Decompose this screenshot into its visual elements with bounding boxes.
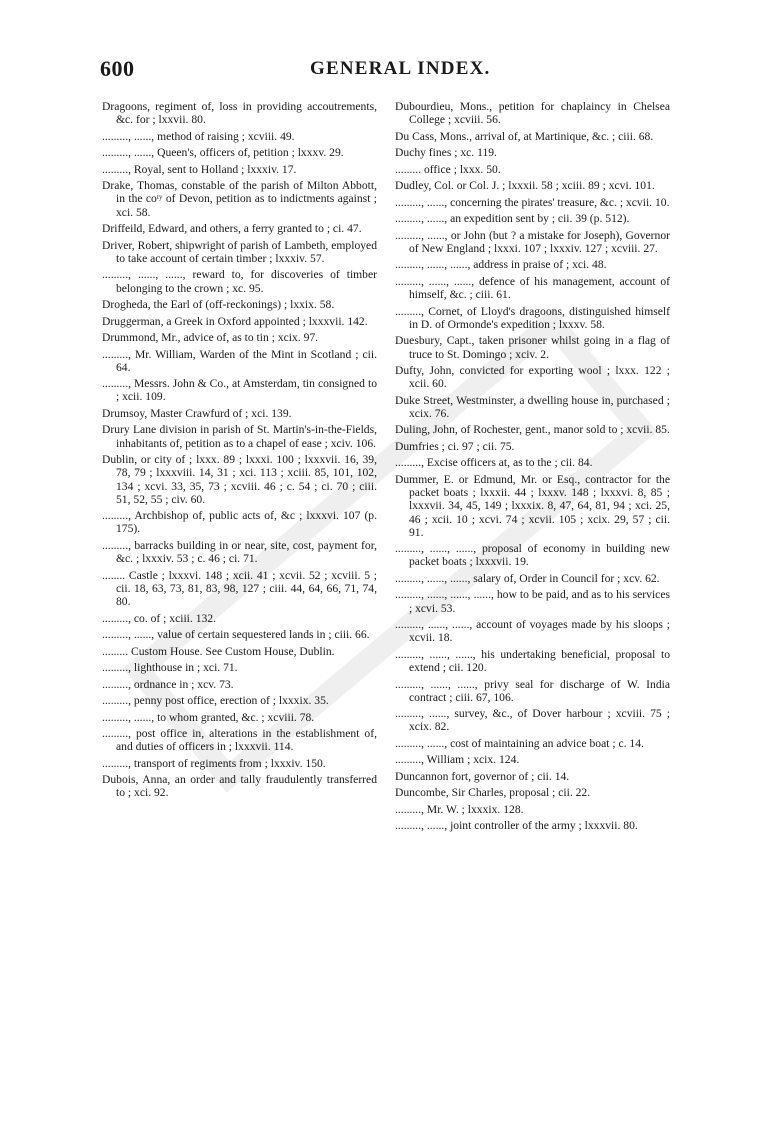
index-entry: ........., lighthouse in ; xci. 71. xyxy=(102,661,238,675)
index-entry: Driver, Robert, shipwright of parish of Lambeth, employed to take account of certain timber ; lxxxiv. 57. xyxy=(102,238,377,265)
index-entry: Dragoons, regiment of, loss in providing accoutrements, &c. for ; lxxvii. 80. xyxy=(102,100,377,127)
index-entry: ........., ......, an expedition sent by ; cii. 39 (p. 512). xyxy=(395,212,630,226)
index-entry: ........., Mr. William, Warden of the Mint in Scotland ; cii. 64. xyxy=(102,347,377,374)
index-entry: ......... office ; lxxx. 50. xyxy=(395,162,501,176)
index-entry: Dumfries ; ci. 97 ; cii. 75. xyxy=(395,439,515,453)
index-entry: Driffeild, Edward, and others, a ferry granted to ; ci. 47. xyxy=(102,222,362,236)
index-entry: ........., ......, ......, defence of his management, account of himself, &c. ; ciii. 61. xyxy=(395,274,670,302)
index-columns xyxy=(102,100,670,1110)
index-entry: Duncombe, Sir Charles, proposal ; cii. 22. xyxy=(395,786,591,800)
index-entry: ........., ordnance in ; xcv. 73. xyxy=(102,677,234,691)
index-entry: ........., ......, ......, reward to, for discoveries of timber belonging to the crown ; xc. 95. xyxy=(102,268,377,295)
index-entry: Drake, Thomas, constable of the parish of Milton Abbott, in the coᵗʸ of Devon, petition as to indictments against ; xci. 58. xyxy=(102,179,377,219)
index-entry: ........., ......, to whom granted, &c. ; xcviii. 78. xyxy=(102,710,315,724)
index-entry: Dummer, E. or Edmund, Mr. or Esq., contractor for the packet boats ; lxxxii. 44 ; lxxxv. 148 ; lxxxvi. 8, 85 ; lxxxvii. 34, 45, 149 ; lxxxix. 8, 47, 64, 81, 94 ; xci. 25, 46 ; xcii. 10 ; xcvi. 74 ; xcvii. 105 ; xcix. 29, 57 ; cii. 91. xyxy=(395,472,670,539)
index-entry: Dubois, Anna, an order and tally fraudulently transferred to ; xci. 92. xyxy=(102,773,377,800)
index-entry: Duke Street, Westminster, a dwelling house in, purchased ; xcix. 76. xyxy=(395,393,670,420)
index-entry: ........., Excise officers at, as to the ; cii. 84. xyxy=(395,456,593,470)
index-entry: ........., transport of regiments from ; lxxxiv. 150. xyxy=(102,756,326,770)
index-entry: ........., ......, ......, proposal of economy in building new packet boats ; lxxxvii. 19. xyxy=(395,542,670,569)
index-entry: Drury Lane division in parish of St. Martin's-in-the-Fields, inhabitants of, petition as to a chapel of ease ; xciv. 106. xyxy=(102,423,377,450)
index-entry: Duesbury, Capt., taken prisoner whilst going in a flag of truce to St. Domingo ; xciv. 2. xyxy=(395,334,670,361)
index-entry: ........., ......, ......, privy seal for discharge of W. India contract ; ciii. 67, 106. xyxy=(395,677,670,704)
index-entry: ........., ......, cost of maintaining an advice boat ; c. 14. xyxy=(395,736,644,750)
running-title: GENERAL INDEX. xyxy=(310,58,491,79)
index-entry: Dufty, John, convicted for exporting wool ; lxxx. 122 ; xcii. 60. xyxy=(395,364,670,391)
index-entry: ......... Custom House. See Custom House, Dublin. xyxy=(102,644,335,658)
index-entry: ........., ......, joint controller of the army ; lxxxvii. 80. xyxy=(395,819,638,833)
index-entry: ........., Royal, sent to Holland ; lxxxiv. 17. xyxy=(102,162,297,176)
index-entry: ........., Mr. W. ; lxxxix. 128. xyxy=(395,802,524,816)
index-entry: ........., ......, survey, &c., of Dover harbour ; xcviii. 75 ; xcix. 82. xyxy=(395,707,670,734)
index-entry: ........., ......, ......, salary of, Order in Council for ; xcv. 62. xyxy=(395,571,660,585)
left-column xyxy=(102,100,377,1110)
index-entry: Du Cass, Mons., arrival of, at Martinique, &c. ; ciii. 68. xyxy=(395,129,654,143)
index-entry: Drogheda, the Earl of (off-reckonings) ; lxxix. 58. xyxy=(102,298,335,312)
index-entry: ........., William ; xcix. 124. xyxy=(395,753,520,767)
index-entry: ........., ......, Queen's, officers of, petition ; lxxxv. 29. xyxy=(102,146,344,160)
index-entry: ........., penny post office, erection of ; lxxxix. 35. xyxy=(102,694,329,708)
index-entry: Duchy fines ; xc. 119. xyxy=(395,146,497,160)
index-entry: Dudley, Col. or Col. J. ; lxxxii. 58 ; xciii. 89 ; xcvi. 101. xyxy=(395,179,655,193)
right-column xyxy=(395,100,670,1110)
index-entry: ........., ......, ......, ......, how to be paid, and as to his services ; xcvi. 53. xyxy=(395,588,670,615)
index-entry: ........., ......, method of raising ; xcviii. 49. xyxy=(102,129,295,143)
page-number: 600 xyxy=(100,56,135,81)
index-entry: ........., ......, or John (but ? a mistake for Joseph), Governor of New England ; lxxxi. 107 ; lxxxiv. 127 ; xcviii. 27. xyxy=(395,228,670,255)
index-entry: ........., ......, ......, account of voyages made by his sloops ; xcvii. 18. xyxy=(395,618,670,645)
index-entry: Drummond, Mr., advice of, as to tin ; xcix. 97. xyxy=(102,331,319,345)
index-entry: ........., Cornet, of Lloyd's dragoons, distinguished himself in D. of Ormonde's expedition ; lxxxv. 58. xyxy=(395,304,670,331)
index-entry: ........., ......, concerning the pirates' treasure, &c. ; xcvii. 10. xyxy=(395,195,670,209)
index-entry: Dubourdieu, Mons., petition for chaplaincy in Chelsea College ; xcviii. 56. xyxy=(395,100,670,127)
index-entry: Dublin, or city of ; lxxx. 89 ; lxxxi. 100 ; lxxxvii. 16, 39, 78, 79 ; lxxxviii. 14, 31 ; xci. 113 ; xciii. 85, 101, 102, 134 ; xcvi. 33, 35, 73 ; xcviii. 46 ; c. 54 ; ci. 70 ; ciii. 51, 52, 55 ; civ. 60. xyxy=(102,453,377,506)
index-entry: Duling, John, of Rochester, gent., manor sold to ; xcvii. 85. xyxy=(395,423,670,437)
page-header xyxy=(100,56,666,90)
index-entry: Duncannon fort, governor of ; cii. 14. xyxy=(395,769,570,783)
index-entry: ........., post office in, alterations in the establishment of, and duties of officers in ; lxxxvii. 114. xyxy=(102,727,377,754)
index-entry: ........., ......, value of certain sequestered lands in ; ciii. 66. xyxy=(102,628,370,642)
index-entry: ........ Castle ; lxxxvi. 148 ; xcii. 41 ; xcvii. 52 ; xcviii. 5 ; cii. 18, 63, 73, 81, 83, 98, 127 ; ciii. 44, 64, 66, 71, 74, 80. xyxy=(102,568,377,609)
index-entry: ........., ......, ......, address in praise of ; xci. 48. xyxy=(395,258,607,272)
index-entry: Druggerman, a Greek in Oxford appointed ; lxxxvii. 142. xyxy=(102,314,368,328)
index-entry: Drumsoy, Master Crawfurd of ; xci. 139. xyxy=(102,406,292,420)
index-entry: ........., co. of ; xciii. 132. xyxy=(102,611,216,625)
index-entry: ........., Archbishop of, public acts of, &c ; lxxxvi. 107 (p. 175). xyxy=(102,509,377,536)
index-entry: ........., barracks building in or near, site, cost, payment for, &c. ; lxxxiv. 53 ; c. 46 ; ci. 71. xyxy=(102,538,377,566)
index-entry: ........., ......, ......, his undertaking beneficial, proposal to extend ; cii. 120. xyxy=(395,647,670,675)
index-entry: ........., Messrs. John & Co., at Amsterdam, tin consigned to ; xcii. 109. xyxy=(102,377,377,404)
